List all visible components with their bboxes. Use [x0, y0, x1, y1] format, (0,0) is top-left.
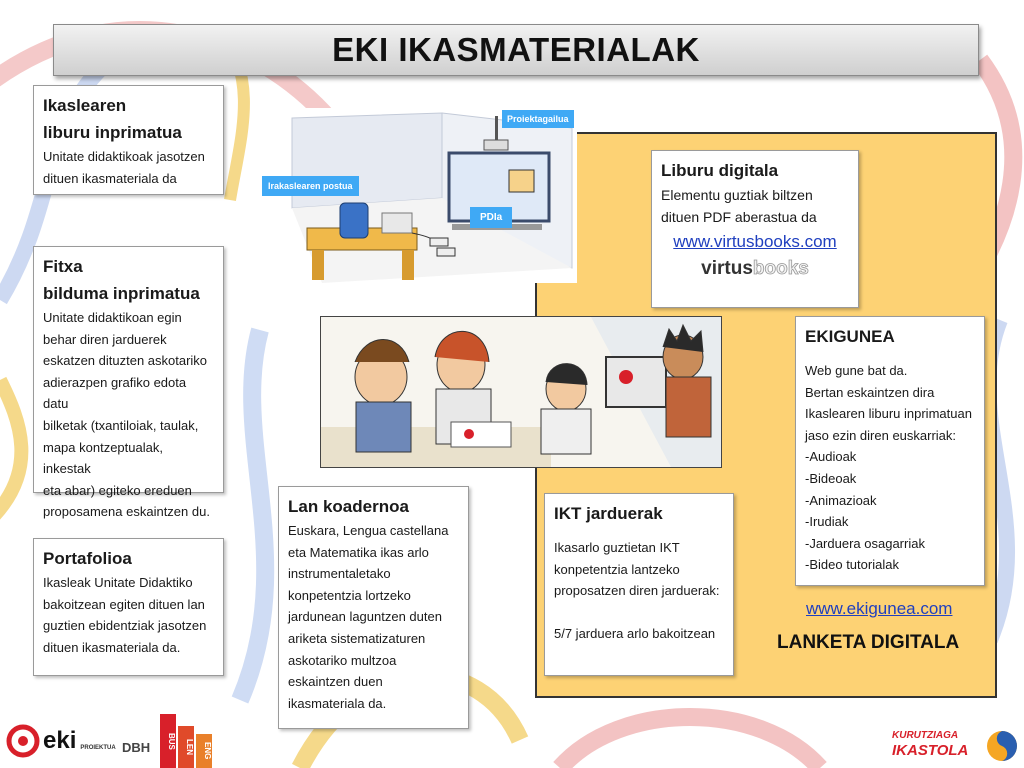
- book-bus: BUS: [160, 714, 176, 768]
- box-text: Web gune bat da. Bertan eskaintzen dira Ikaslearen liburu inprimatuan jaso ezin diren euskarriak: -Audioak -Bideoak -Animazioak -Irudiak -Jarduera osagarriak -Bideo tutorialak: [805, 363, 972, 573]
- box-liburu-digitala: [651, 150, 859, 308]
- virtusbooks-logo: [661, 258, 849, 280]
- label-pdia: PDIa: [470, 207, 512, 228]
- box-text: Ikasarlo guztietan IKT konpetentzia lantzeko proposatzen diren jarduerak: 5/7 jarduera arlo bakoitzean: [554, 540, 720, 642]
- box-fitxa: [33, 246, 224, 520]
- dbh-label: DBH: [122, 740, 151, 755]
- box-heading: IKT jarduerak: [554, 504, 663, 523]
- kurutziaga-emblem-icon: [986, 730, 1018, 762]
- classroom-illustration: [262, 108, 577, 283]
- eki-swirl-icon: [6, 724, 40, 758]
- ekigunea-link[interactable]: www.ekigunea.com: [806, 599, 953, 618]
- box-text: Unitate didaktikoak jasotzen dituen ikasmateriala da: [43, 149, 205, 186]
- eki-logo: [6, 724, 116, 758]
- page-title: EKI IKASMATERIALAK: [332, 31, 700, 68]
- box-ikt-jarduerak: [544, 493, 734, 676]
- box-heading: Portafolioa: [43, 549, 132, 568]
- box-heading: EKIGUNEA: [805, 327, 895, 346]
- ekigunea-link-wrap: [806, 599, 952, 619]
- box-text: Unitate didaktikoan egin behar diren jarduerek eskatzen dituzten askotariko adierazpen grafiko edota datu bilketak (txantiloiak, taulak, mapa kontzeptualak, inkestak eta abar) egiteko ereduen proposamena eskaintzen du.: [43, 310, 210, 520]
- box-ikaslearen: [33, 85, 224, 195]
- title-bar: [53, 24, 979, 76]
- box-text: Ikasleak Unitate Didaktiko bakoitzean egiten dituen lan guztien ebidentziak jasotzen dituen ikasmateriala da.: [43, 575, 207, 655]
- book-len: LEN: [178, 726, 194, 768]
- eki-wordmark: eki: [43, 727, 77, 754]
- box-text: Elementu guztiak biltzen dituen PDF aberastua da: [661, 187, 817, 225]
- label-irakaslearen-postua: Irakaslearen postua: [262, 176, 359, 196]
- students-drawing: [321, 317, 721, 467]
- box-heading: Liburu digitala: [661, 161, 779, 180]
- kurutziaga-ikastola-logo: [892, 728, 1020, 764]
- label-proiektagailua: Proiektagailua: [502, 110, 574, 128]
- box-lan-koadernoa: [278, 486, 469, 729]
- logo-part-books: books: [752, 258, 809, 279]
- kurutziaga-text: KURUTZIAGA: [892, 730, 959, 741]
- proiektua-label: PROIEKTUA: [80, 745, 116, 751]
- students-illustration: [320, 316, 722, 468]
- box-text: Euskara, Lengua castellana eta Matematika ikas arlo instrumentaletako konpetentzia lortzeko jardunean laguntzen duten ariketa sistematizaturen askotariko multzoa eskaintzen duen ikasmateriala da.: [288, 523, 449, 711]
- book-eng: ENG: [196, 734, 212, 768]
- virtusbooks-link[interactable]: www.virtusbooks.com: [673, 232, 837, 251]
- box-heading: Lan koadernoa: [288, 497, 409, 516]
- box-heading: Fitxa bilduma inprimatua: [43, 257, 200, 303]
- box-ekigunea: [795, 316, 985, 586]
- box-heading: Ikaslearen liburu inprimatua: [43, 96, 182, 142]
- logo-part-virtus: virtus: [701, 258, 753, 279]
- lanketa-digitala-label: LANKETA DIGITALA: [777, 632, 960, 653]
- box-portafolioa: [33, 538, 224, 676]
- ikastola-text: IKASTOLA: [892, 742, 969, 759]
